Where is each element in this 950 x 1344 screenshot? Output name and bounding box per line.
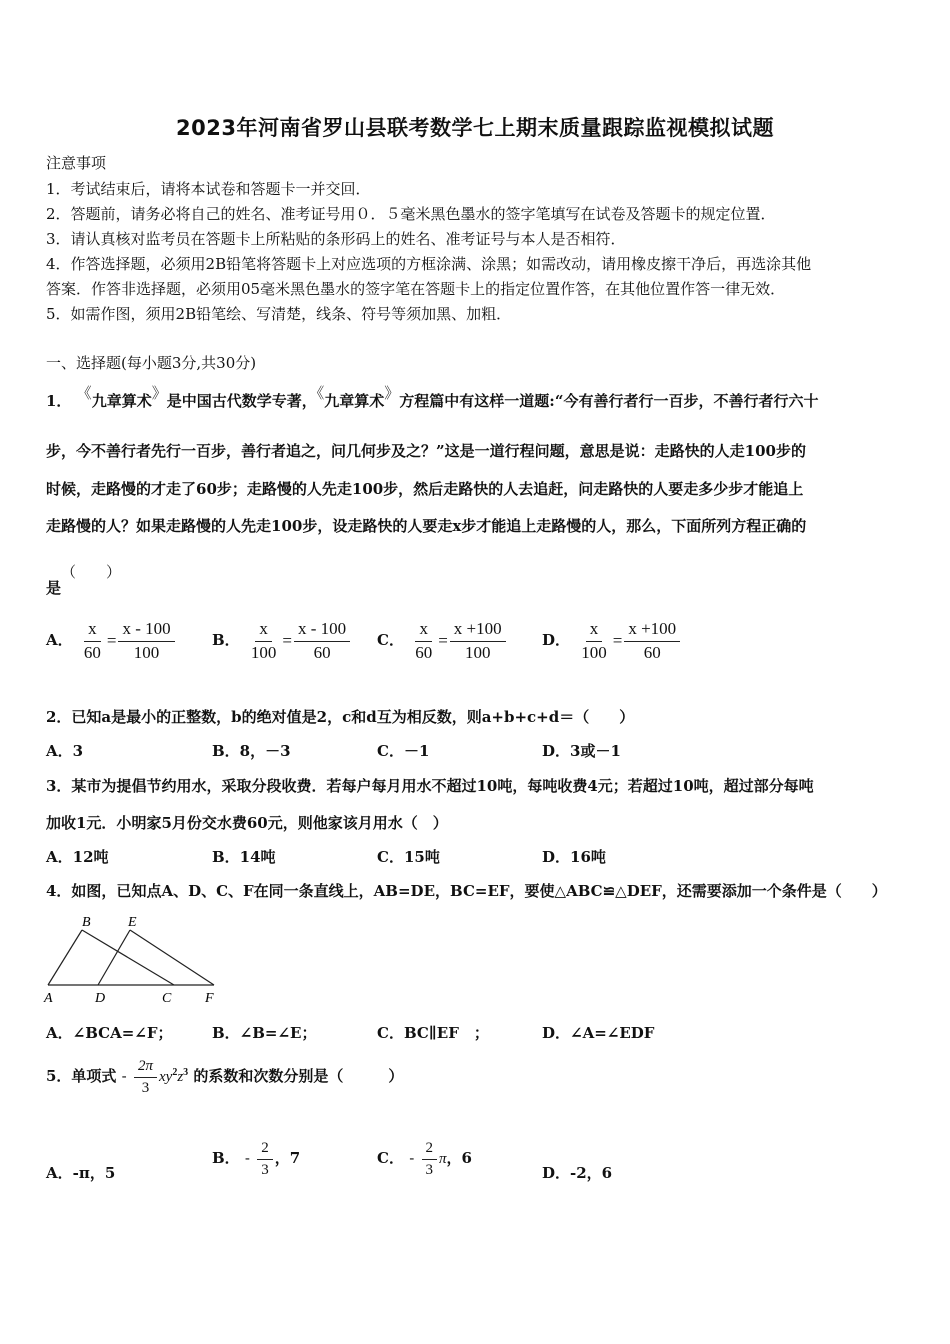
q1-book-name-2: 九章算术 <box>324 392 385 410</box>
triangle-figure <box>42 910 227 1010</box>
q3-line-2: 加收1元．小明家5月份交水费60元，则他家该月用水（ ） <box>46 814 448 832</box>
fraction: $\frac{x}{100}$ <box>250 619 277 662</box>
label-c: C <box>162 991 172 1006</box>
q1-line-1 <box>46 384 819 411</box>
q1-line1-suffix: 方程篇中有这样一道题:“今有善行者行一百步，不善行者行六十 <box>399 392 819 410</box>
equals-sign: = <box>106 631 117 651</box>
fraction: $\frac{x}{100}$ <box>581 619 607 662</box>
q1-book-bracket-right-2: 》 <box>384 384 400 402</box>
q3-option-c[interactable]: C．15吨 <box>377 848 440 866</box>
q1-option-c[interactable] <box>377 620 508 662</box>
q3-option-d[interactable]: D．16吨 <box>542 848 606 866</box>
fraction: $\frac{x}{60}$ <box>415 619 433 662</box>
label-e: E <box>128 915 137 930</box>
fraction: $\frac{x - 100}{100}$ <box>118 620 174 662</box>
section-heading: 一、选择题(每小题3分,共30分) <box>46 354 257 372</box>
q2-option-d[interactable]: D．3或－1 <box>542 742 621 760</box>
q2-option-c[interactable]: C．－1 <box>377 742 430 760</box>
notice-item-4-cont: 答案．作答非选择题，必须用05毫米黑色墨水的签字笔在答题卡上的指定位置作答，在其他位置作答一律无效． <box>46 280 786 298</box>
q4-option-b[interactable]: B．∠B=∠E； <box>212 1024 317 1042</box>
q5-minus: - <box>121 1067 127 1085</box>
q5-var-xy: xy <box>159 1069 173 1085</box>
q1-option-b[interactable] <box>212 620 352 662</box>
page-title: 2023年河南省罗山县联考数学七上期末质量跟踪监视模拟试题 <box>176 116 774 140</box>
q1-option-d[interactable] <box>542 620 682 662</box>
segment-bc <box>82 930 174 985</box>
label-b: B <box>82 915 91 930</box>
equals-sign: = <box>612 631 623 651</box>
q1-book-bracket-left: 《 <box>76 384 92 402</box>
segment-ef <box>130 930 214 985</box>
notice-item-3: 3．请认真核对监考员在答题卡上所粘贴的条形码上的姓名、准考证号与本人是否相符． <box>46 230 626 248</box>
notice-item-2: 2．答题前，请务必将自己的姓名、准考证号用０．５毫米黑色墨水的签字笔填写在试卷及答题卡的规定位置． <box>46 205 776 223</box>
notice-heading: 注意事项 <box>46 154 107 172</box>
q5-coefficient-fraction: $\frac{2\pi}{3}$ <box>134 1058 157 1096</box>
q4-option-a[interactable]: A．∠BCA=∠F； <box>46 1024 173 1042</box>
q5-suffix: 的系数和次数分别是（ ） <box>193 1067 404 1085</box>
q1-book-bracket-left-2: 《 <box>316 384 325 402</box>
q2-option-b[interactable]: B．8，－3 <box>212 742 291 760</box>
q1-line-5 <box>46 563 122 598</box>
fraction: $\frac{x +100}{100}$ <box>450 620 506 662</box>
q1-line1-mid: 是中国古代数学专著， <box>166 392 317 410</box>
q5-option-b[interactable]: B． - $\frac{2}{3}$ ，7 <box>212 1140 301 1178</box>
q2-option-a[interactable]: A．3 <box>46 742 84 760</box>
notice-item-5: 5．如需作图，须用2B铅笔绘、写清楚，线条、符号等须加黑、加粗． <box>46 305 512 323</box>
equals-sign: = <box>282 631 293 651</box>
equals-sign: = <box>438 631 448 651</box>
option-label: A． <box>46 631 73 650</box>
option-label: B． <box>212 631 240 650</box>
q1-book-name: 九章算术 <box>91 392 152 410</box>
label-a: A <box>44 991 53 1006</box>
option-label: D． <box>542 631 571 650</box>
q4-option-d[interactable]: D．∠A=∠EDF <box>542 1024 655 1042</box>
fraction: $\frac{x}{60}$ <box>83 619 101 662</box>
q5-var-z: z <box>177 1069 184 1085</box>
q3-option-a[interactable]: A．12吨 <box>46 848 109 866</box>
q5-exp-z: 3 <box>183 1067 189 1078</box>
notice-item-1: 1．考试结束后，请将本试卷和答题卡一并交回． <box>46 180 371 198</box>
q1-line-2: 步，今不善行者先行一百步，善行者追之，问几何步及之？”这是一道行程问题，意思是说：走路快的人走100步的 <box>46 442 806 460</box>
fraction: $\frac{2}{3}$ <box>422 1140 438 1178</box>
q1-option-a[interactable] <box>46 620 177 662</box>
q5-option-d[interactable]: D．-2，6 <box>542 1164 613 1182</box>
option-label: C． <box>377 631 404 650</box>
q1-line-4: 走路慢的人？如果走路慢的人先走100步，设走路快的人要走x步才能追上走路慢的人，那么，下面所列方程正确的 <box>46 517 807 535</box>
segment-de <box>98 930 130 985</box>
q1-line-3: 时候，走路慢的才走了60步；走路慢的人先走100步，然后走路快的人去追赶，问走路快的人要走多少步才能追上 <box>46 480 804 498</box>
q1-line5-text: 是 <box>46 579 62 597</box>
q5-text <box>46 1058 403 1096</box>
fraction: $\frac{x - 100}{60}$ <box>294 620 350 662</box>
q1-answer-paren: （ ） <box>61 563 122 581</box>
q4-text: 4．如图，已知点A、D、C、F在同一条直线上，AB=DE，BC=EF，要使△ABC≌△DEF，还需要添加一个条件是（ ） <box>46 882 887 900</box>
label-f: F <box>205 991 214 1006</box>
fraction: $\frac{2}{3}$ <box>257 1140 273 1178</box>
q5-option-a[interactable]: A．-π，5 <box>46 1164 116 1182</box>
label-d: D <box>95 991 106 1006</box>
q5-exp-y: 2 <box>172 1067 178 1078</box>
q5-prefix: 5．单项式 <box>46 1067 117 1085</box>
q2-text: 2．已知a是最小的正整数，b的绝对值是2，c和d互为相反数，则a+b+c+d＝（ ） <box>46 708 635 726</box>
q4-option-c[interactable]: C．BC∥EF ； <box>377 1024 489 1042</box>
q3-option-b[interactable]: B．14吨 <box>212 848 276 866</box>
q3-line-1: 3．某市为提倡节约用水，采取分段收费．若每户每月用水不超过10吨，每吨收费4元；若超过10吨，超过部分每吨 <box>46 777 814 795</box>
segment-ab <box>48 930 82 985</box>
notice-item-4: 4．作答选择题，必须用2B铅笔将答题卡上对应选项的方框涂满、涂黑；如需改动，请用橡皮擦干净后，再选涂其他 <box>46 255 812 273</box>
q5-option-c[interactable]: C． - $\frac{2}{3}$ π，6 <box>377 1140 472 1178</box>
q1-book-bracket-right: 》 <box>151 384 167 402</box>
fraction: $\frac{x +100}{60}$ <box>624 620 680 662</box>
q1-number: 1． <box>46 392 72 410</box>
